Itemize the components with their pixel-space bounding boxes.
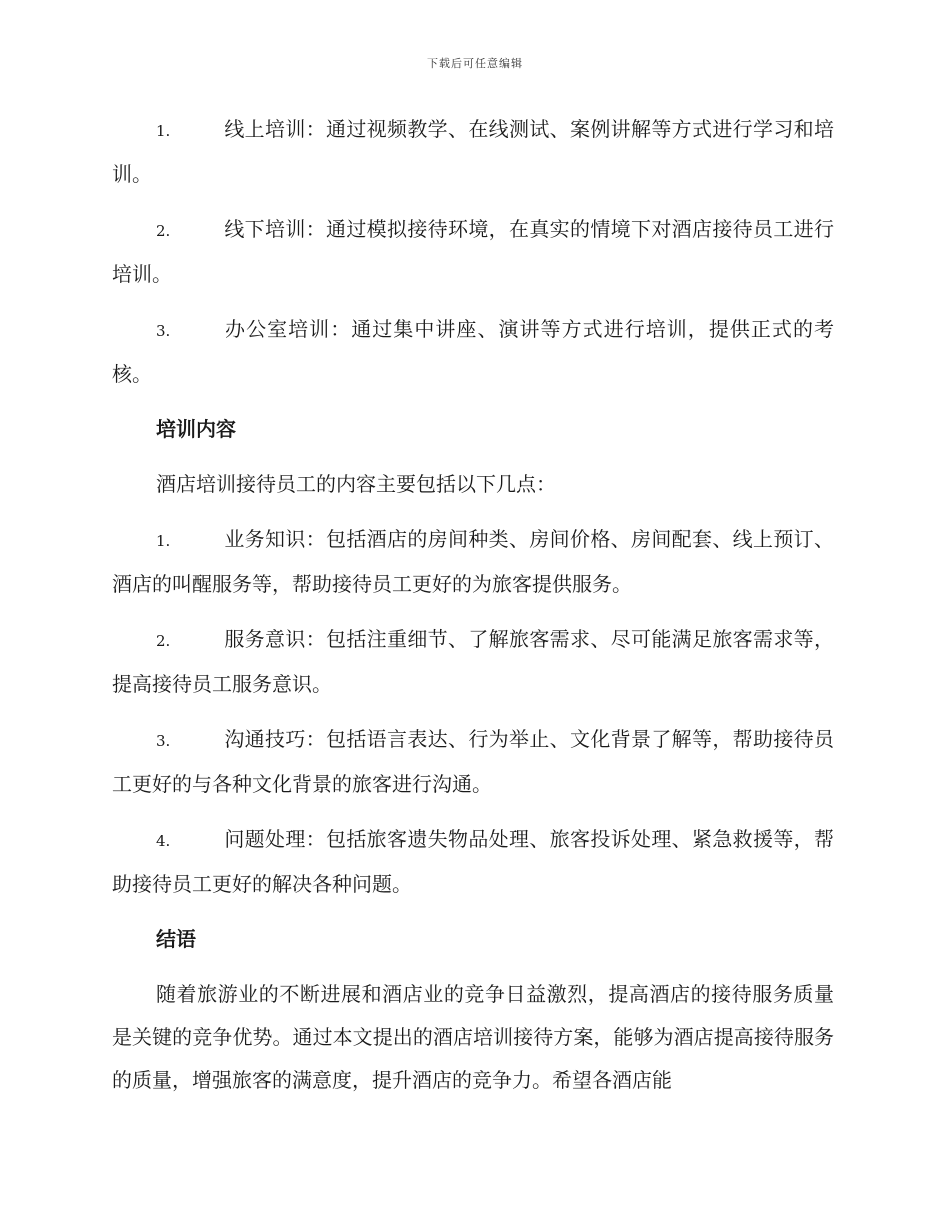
list-item (112, 618, 834, 706)
list-text: 沟通技巧：包括语言表达、行为举止、文化背景了解等，帮助接待员工更好的与各种文化背景的旅客进行沟通。 (112, 727, 834, 796)
list-number: 4. (156, 832, 171, 850)
list-text: 线上培训：通过视频教学、在线测试、案例讲解等方式进行学习和培训。 (112, 117, 834, 186)
list-item (112, 818, 834, 906)
list-text: 办公室培训：通过集中讲座、演讲等方式进行培训，提供正式的考核。 (112, 317, 834, 386)
list-item (112, 308, 834, 396)
list-text: 业务知识：包括酒店的房间种类、房间价格、房间配套、线上预订、酒店的叫醒服务等，帮助接待员工更好的为旅客提供服务。 (112, 527, 834, 596)
section-heading-training-content: 培训内容 (156, 417, 236, 441)
list-text: 线下培训：通过模拟接待环境，在真实的情境下对酒店接待员工进行培训。 (112, 217, 834, 286)
list-number: 2. (156, 222, 171, 240)
list-item (112, 718, 834, 806)
list-number: 1. (156, 122, 171, 140)
section-heading-conclusion: 结语 (156, 927, 196, 951)
list-number: 1. (156, 532, 171, 550)
list-item (112, 108, 834, 196)
list-text: 服务意识：包括注重细节、了解旅客需求、尽可能满足旅客需求等，提高接待员工服务意识。 (112, 627, 834, 696)
list-number: 2. (156, 632, 171, 650)
conclusion-text: 随着旅游业的不断进展和酒店业的竞争日益激烈，提高酒店的接待服务质量是关键的竞争优势。通过本文提出的酒店培训接待方案，能够为酒店提高接待服务的质量，增强旅客的满意度，提升酒店的竞争力。希望各酒店能 (112, 982, 834, 1092)
list-number: 3. (156, 732, 171, 750)
list-item (112, 208, 834, 296)
list-item (112, 518, 834, 606)
header-note: 下载后可任意编辑 (427, 57, 523, 70)
list-text: 问题处理：包括旅客遗失物品处理、旅客投诉处理、紧急救援等，帮助接待员工更好的解决各种问题。 (112, 827, 834, 896)
document-body (112, 108, 834, 1114)
section-intro: 酒店培训接待员工的内容主要包括以下几点： (156, 472, 556, 496)
list-number: 3. (156, 322, 171, 340)
